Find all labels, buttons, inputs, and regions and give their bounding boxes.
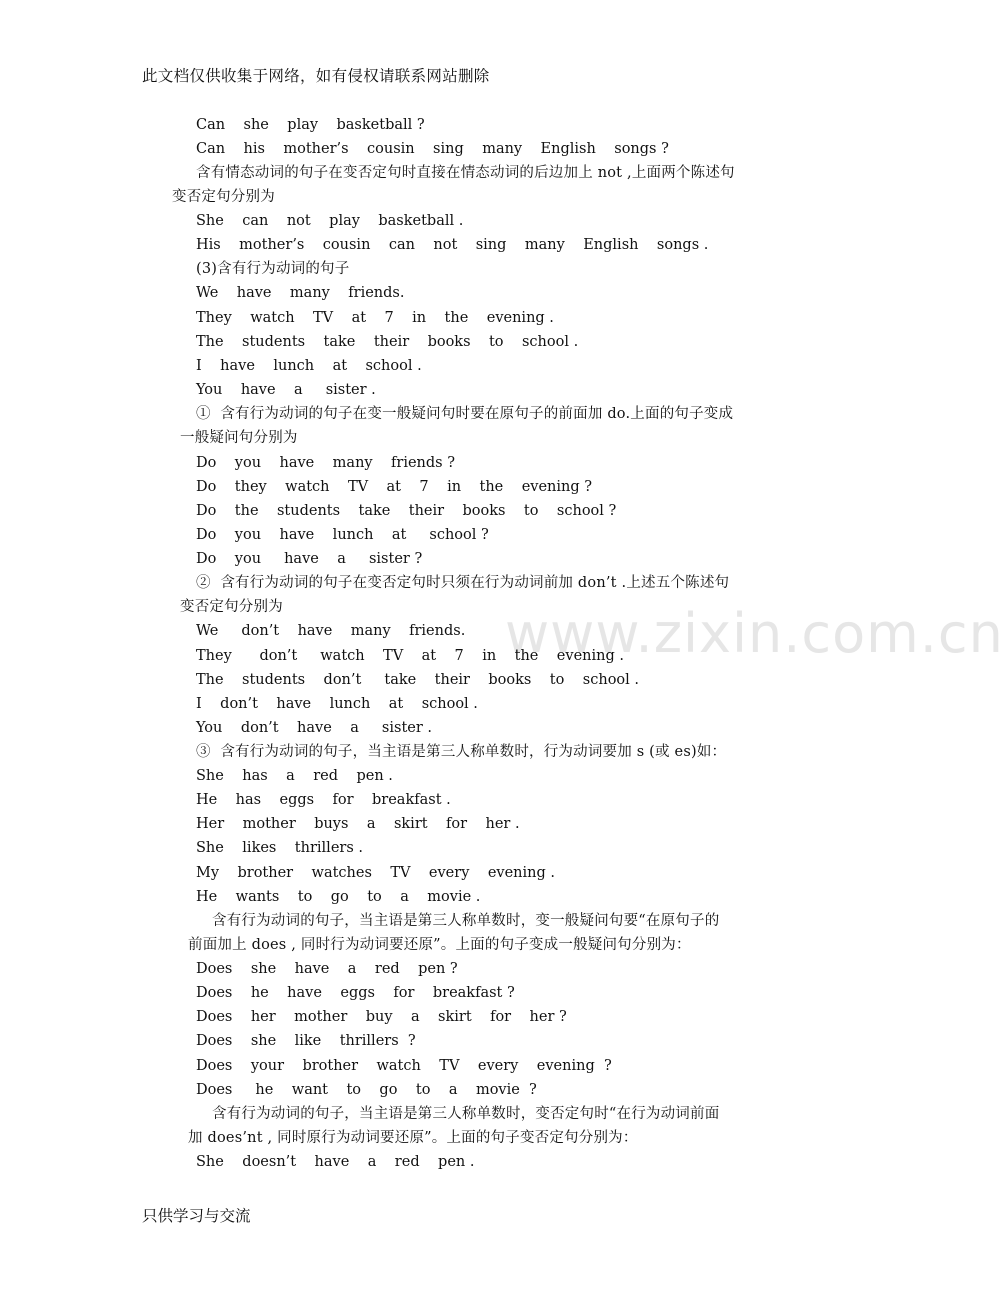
text-line: Does he have eggs for breakfast ?: [196, 985, 515, 1001]
page-footer: 只供学习与交流: [142, 1207, 251, 1225]
text-line: Can she play basketball ?: [196, 117, 425, 133]
text-line: You don’t have a sister .: [196, 720, 433, 736]
text-line: They watch TV at 7 in the evening .: [196, 310, 554, 326]
text-line: 变否定句分别为: [172, 189, 275, 205]
watermark: www.zixin.com.cn: [505, 602, 1004, 665]
text-line: 含有行为动词的句子，当主语是第三人称单数时，变一般疑问句要“在原句子的: [212, 913, 720, 929]
text-line: Does she have a red pen ?: [196, 961, 458, 977]
text-line: We don’t have many friends.: [196, 623, 466, 639]
text-line: ① 含有行为动词的句子在变一般疑问句时要在原句子的前面加 do.上面的句子变成: [196, 406, 734, 422]
text-line: Do you have many friends ?: [196, 455, 456, 471]
text-line: You have a sister .: [196, 382, 376, 398]
text-line: 变否定句分别为: [180, 599, 283, 615]
text-line: I don’t have lunch at school .: [196, 696, 478, 712]
text-line: He wants to go to a movie .: [196, 889, 481, 905]
text-line: Do they watch TV at 7 in the evening ?: [196, 479, 593, 495]
text-line: Her mother buys a skirt for her .: [196, 816, 520, 832]
text-line: She has a red pen .: [196, 768, 393, 784]
text-line: 含有行为动词的句子，当主语是第三人称单数时，变否定句时“在行为动词前面: [212, 1106, 720, 1122]
text-line: Can his mother’s cousin sing many English songs ?: [196, 141, 669, 157]
text-line: The students take their books to school .: [196, 334, 579, 350]
text-line: Do you have lunch at school ?: [196, 527, 489, 543]
text-line: 前面加上 does , 同时行为动词要还原”。上面的句子变成一般疑问句分别为：: [188, 937, 691, 953]
text-line: Do you have a sister ?: [196, 551, 423, 567]
page-header: 此文档仅供收集于网络，如有侵权请联系网站删除: [142, 67, 490, 85]
text-line: 含有情态动词的句子在变否定句时直接在情态动词的后边加上 not ,上面两个陈述句: [196, 165, 735, 181]
text-line: 一般疑问句分别为: [180, 430, 298, 446]
text-line: Do the students take their books to school ?: [196, 503, 617, 519]
text-line: Does she like thrillers ?: [196, 1033, 416, 1049]
text-line: She can not play basketball .: [196, 213, 464, 229]
text-line: (3)含有行为动词的句子: [196, 261, 350, 277]
text-line: ② 含有行为动词的句子在变否定句时只须在行为动词前加 don’t .上述五个陈述句: [196, 575, 730, 591]
text-line: ③ 含有行为动词的句子，当主语是第三人称单数时，行为动词要加 s (或 es)如：: [196, 744, 727, 760]
text-line: We have many friends.: [196, 285, 405, 301]
text-line: His mother’s cousin can not sing many English songs .: [196, 237, 709, 253]
text-line: They don’t watch TV at 7 in the evening .: [196, 648, 624, 664]
text-line: My brother watches TV every evening .: [196, 865, 555, 881]
text-line: He has eggs for breakfast .: [196, 792, 451, 808]
text-line: The students don’t take their books to school .: [196, 672, 640, 688]
text-line: Does your brother watch TV every evening ?: [196, 1058, 612, 1074]
text-line: Does he want to go to a movie ?: [196, 1082, 537, 1098]
text-line: Does her mother buy a skirt for her ?: [196, 1009, 567, 1025]
text-line: She likes thrillers .: [196, 840, 363, 856]
text-line: I have lunch at school .: [196, 358, 422, 374]
text-line: She doesn’t have a red pen .: [196, 1154, 475, 1170]
text-line: 加 does’nt , 同时原行为动词要还原”。上面的句子变否定句分别为：: [188, 1130, 638, 1146]
